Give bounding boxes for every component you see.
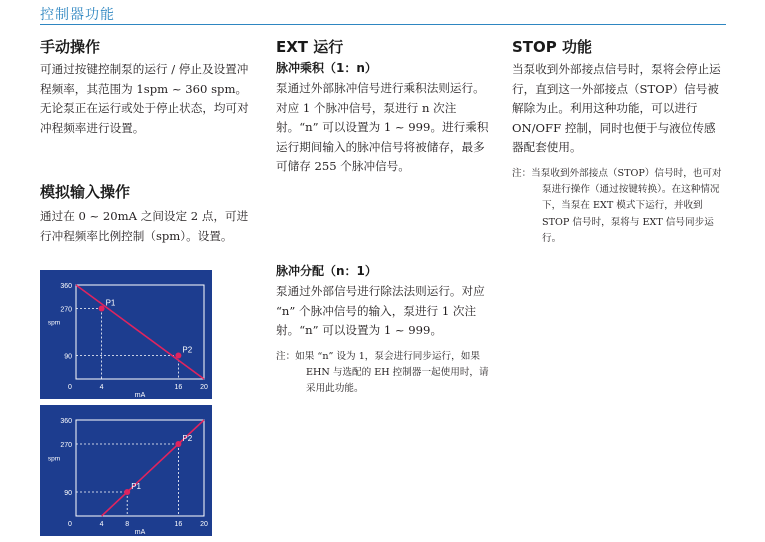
section-header-title: 控制器功能 <box>40 7 115 23</box>
pulse-multiply-text: 泵通过外部脉冲信号进行乘积法则运行。对应 1 个脉冲信号，泵进行 n 次注射。“n” 可以设置为 1 ~ 999。进行乘积运行期间输入的脉冲信号将被储存，最多可储存 255 个脉冲信号。 <box>276 81 489 173</box>
pulse-divide-note: 注：如果 “n” 设为 1，泵会进行同步运行，如果 EHN 与选配的 EH 控制器一起使用时，请采用此功能。 <box>276 350 489 395</box>
data-point-p1 <box>99 306 105 312</box>
x-tick-label: 16 <box>174 384 183 391</box>
pulse-multiply-title: 脉冲乘积（1：n） <box>276 61 377 75</box>
analog-input-section <box>40 181 252 246</box>
stop-function-section <box>512 36 724 248</box>
x-tick-label: 16 <box>174 521 183 528</box>
analog-input-text: 通过在 0 ~ 20mA 之间设定 2 点，可进行冲程频率比例控制（spm）。设置。 <box>40 209 249 243</box>
y-axis-title: spm <box>47 319 61 327</box>
point-label: P1 <box>105 298 116 308</box>
ext-operation-section <box>276 36 491 177</box>
pulse-divide-title: 脉冲分配（n：1） <box>276 264 377 278</box>
y-tick-label: 90 <box>64 490 72 497</box>
pulse-divide-section <box>276 262 491 398</box>
x-axis-title: mA <box>134 392 146 399</box>
manual-operation-title: 手动操作 <box>40 38 101 56</box>
stop-function-title: STOP 功能 <box>512 38 593 56</box>
ext-operation-title: EXT 运行 <box>276 38 344 56</box>
analog-input-title: 模拟输入操作 <box>40 183 131 201</box>
y-axis-title: spm <box>47 455 61 463</box>
x-tick-label: 20 <box>200 384 208 391</box>
y-tick-label: 270 <box>60 306 72 314</box>
x-tick-label: 20 <box>200 521 208 528</box>
x-tick-label: 4 <box>99 384 104 391</box>
analog-chart-decreasing <box>40 270 212 399</box>
pulse-divide-text: 泵通过外部信号进行除法法则运行。对应 “n” 个脉冲信号的输入，泵进行 1 次注射。“n” 可以设置为 1 ~ 999。 <box>276 284 485 337</box>
point-label: P2 <box>182 345 193 355</box>
x-tick-label: 0 <box>68 384 72 391</box>
data-point-p2 <box>175 353 181 359</box>
x-tick-label: 8 <box>125 521 130 528</box>
point-label: P1 <box>131 482 141 491</box>
x-tick-label: 0 <box>68 521 72 528</box>
manual-operation-text: 可通过按键控制泵的运行 / 停止及设置冲程频率，其范围为 1spm ~ 360 spm。无论泵正在运行或处于停止状态，均可对冲程频率进行设置。 <box>40 62 249 135</box>
analog-chart-increasing <box>40 405 212 536</box>
x-axis-title: mA <box>134 529 146 536</box>
header-rule <box>40 24 726 25</box>
y-tick-label: 90 <box>64 353 72 361</box>
y-tick-label: 270 <box>60 442 72 449</box>
data-point-p1 <box>124 489 130 495</box>
stop-function-note: 注：当泵收到外部接点（STOP）信号时，也可对泵进行操作（通过按键转换）。在这种情况下，当泵在 EXT 模式下运行，并收到 STOP 信号时，泵将与 EXT 信号同步运行。 <box>512 167 722 245</box>
y-tick-label: 360 <box>60 418 72 425</box>
point-label: P2 <box>182 434 193 443</box>
data-point-p2 <box>175 441 181 447</box>
stop-function-text: 当泵收到外部接点信号时，泵将会停止运行，直到这一外部接点（STOP）信号被解除为止。利用这种功能，可以进行 ON/OFF 控制，同时也便于与液位传感器配套使用。 <box>512 62 721 154</box>
x-tick-label: 4 <box>99 521 104 528</box>
y-tick-label: 360 <box>60 283 72 290</box>
manual-operation-section <box>40 36 252 138</box>
